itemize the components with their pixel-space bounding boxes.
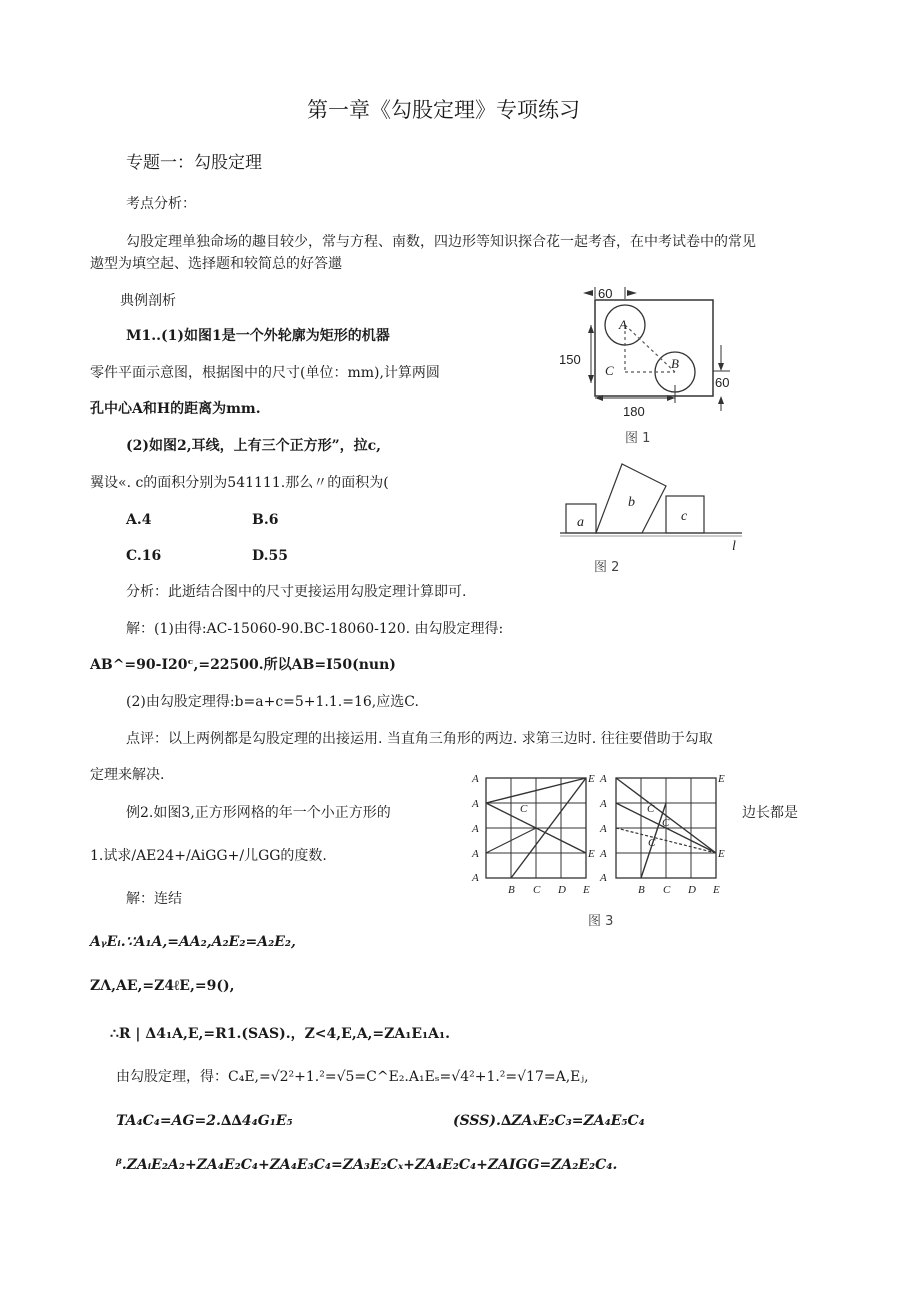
comment-line-1: 点评：以上两例都是勾股定理的出接运用. 当直角三角形的两边. 求第三边时. 往往要借助于勾取 — [126, 731, 713, 747]
figure-3-caption: 图 3 — [588, 914, 614, 929]
svg-text:A: A — [600, 848, 607, 860]
option-c: C.16 — [126, 548, 162, 564]
ex1-line-1: M1..(1)如图1是一个外轮廓为矩形的机器 — [126, 328, 390, 344]
figure-1-caption: 图 1 — [625, 431, 651, 446]
dim-bottom-label: 180 — [623, 404, 645, 419]
svg-text:C: C — [533, 884, 541, 896]
label-l: l — [732, 539, 736, 554]
svg-text:A: A — [600, 798, 607, 810]
ex2-line-1-end: 边长都是 — [742, 805, 798, 821]
svg-text:E: E — [588, 773, 595, 785]
svg-text:A: A — [472, 823, 479, 835]
figure-3 — [470, 770, 732, 930]
proof-line-4: 由勾股定理，得：C₄E,=√2²+1.²=√5=C^E₂.A₁Eₛ=√4²+1.²=√17=A,Eⱼ, — [116, 1069, 589, 1085]
ex1-line-2: 零件平面示意图，根据图中的尺寸(单位：mm),计算两圆 — [90, 365, 440, 381]
svg-text:E: E — [713, 884, 720, 896]
solution-line-1: 解：(1)由得:AC-15060-90.BC-18060-120. 由勾股定理得: — [126, 621, 504, 637]
label-a: A — [619, 317, 627, 332]
ex2-solution-start: 解：连结 — [126, 891, 182, 907]
svg-text:C: C — [662, 817, 670, 829]
dim-left-label: 150 — [559, 352, 581, 367]
ex2-line-2: 1.试求/AE24+/AiGG+/儿GG的度数. — [90, 848, 327, 864]
svg-text:A: A — [600, 823, 607, 835]
svg-text:D: D — [688, 884, 696, 896]
option-a: A.4 — [126, 512, 152, 528]
proof-line-5a: TA₄C₄=AG=2.∆∆4₄G₁E₅ — [116, 1113, 293, 1129]
figure-2-caption: 图 2 — [594, 560, 620, 575]
figure-1 — [555, 285, 745, 450]
dianli-label: 典例剖析 — [120, 293, 176, 309]
intro-line-2: 遨型为填空起、选择题和较简总的好答邋 — [90, 256, 342, 272]
svg-text:E: E — [588, 848, 595, 860]
proof-line-1: AᵧEᵢ.∵A₁A,=AA₂,A₂E₂=A₂E₂, — [90, 934, 296, 950]
solution-line-3: (2)由勾股定理得:b=a+c=5+1.1.=16,应选C. — [126, 694, 419, 710]
dim-top-label: 60 — [598, 286, 613, 301]
label-b: B — [671, 356, 679, 371]
intro-line-1: 勾股定理单独命场的趣目较少，常与方程、南数，四边形等知识探合花一起考杳，在中考试卷中的常见 — [126, 234, 756, 250]
svg-text:E: E — [718, 773, 725, 785]
svg-text:A: A — [472, 798, 479, 810]
proof-line-5b: (SSS).∆ZAₓE₂C₃=ZA₄E₅C₄ — [453, 1113, 645, 1129]
figure-2 — [560, 458, 750, 583]
grid-left — [486, 778, 586, 878]
ex1-line-3: 孔中心A和H的距离为mm. — [90, 401, 261, 417]
svg-text:A: A — [472, 848, 479, 860]
svg-text:A: A — [600, 872, 607, 884]
ex1-line-4: (2)如图2,耳线，上有三个正方形”，拉c, — [126, 438, 382, 454]
proof-line-6: ᵝ.ZAᵢE₂A₂+ZA₄E₂C₄+ZA₄E₃C₄=ZA₃E₂Cₓ+ZA₄E₂C₄+ZAIGG=ZA₂E₂C₄. — [116, 1157, 618, 1173]
dim-right-label: 60 — [715, 375, 730, 390]
label-c: C — [605, 363, 614, 378]
label-sq-c: c — [681, 509, 688, 524]
svg-text:E: E — [583, 884, 590, 896]
svg-text:C: C — [520, 803, 528, 815]
svg-text:C: C — [663, 884, 671, 896]
svg-text:A: A — [600, 773, 607, 785]
svg-text:C: C — [647, 803, 655, 815]
svg-text:A: A — [472, 773, 479, 785]
svg-text:A: A — [472, 872, 479, 884]
svg-text:C: C — [648, 837, 656, 849]
page-title: 第一章《勾股定理》专项练习 — [307, 98, 580, 122]
svg-text:D: D — [558, 884, 566, 896]
ex1-line-5: 翼设«. c的面积分别为541111.那么〃的面积为( — [90, 475, 389, 491]
proof-line-2: ZΛ,AE,=Z4ℓE,=9(), — [90, 978, 235, 994]
solution-line-2: AB^=90-I20ᶜ,=22500.所以AB=I50(nun) — [90, 657, 396, 673]
ex2-line-1: 例2.如图3,正方形网格的年一个小正方形的 — [126, 805, 391, 821]
machine-part-outline — [595, 300, 713, 396]
analysis-text: 分析：此逝结合图中的尺寸更接运用勾股定理计算即可. — [126, 584, 467, 600]
label-sq-b: b — [628, 495, 635, 510]
option-d: D.55 — [252, 548, 288, 564]
proof-line-3: ∴R | Δ4₁A,E,=R1.(SAS).，Z<4,E,A,=ZA₁E₁A₁. — [110, 1026, 451, 1042]
svg-text:B: B — [638, 884, 645, 896]
option-b: B.6 — [252, 512, 279, 528]
svg-text:B: B — [508, 884, 515, 896]
kaodian-label: 考点分析： — [126, 196, 196, 212]
comment-line-2: 定理来解决. — [90, 767, 165, 783]
label-sq-a: a — [577, 515, 584, 530]
section-heading: 专题一：勾股定理 — [126, 153, 262, 173]
svg-text:E: E — [718, 848, 725, 860]
